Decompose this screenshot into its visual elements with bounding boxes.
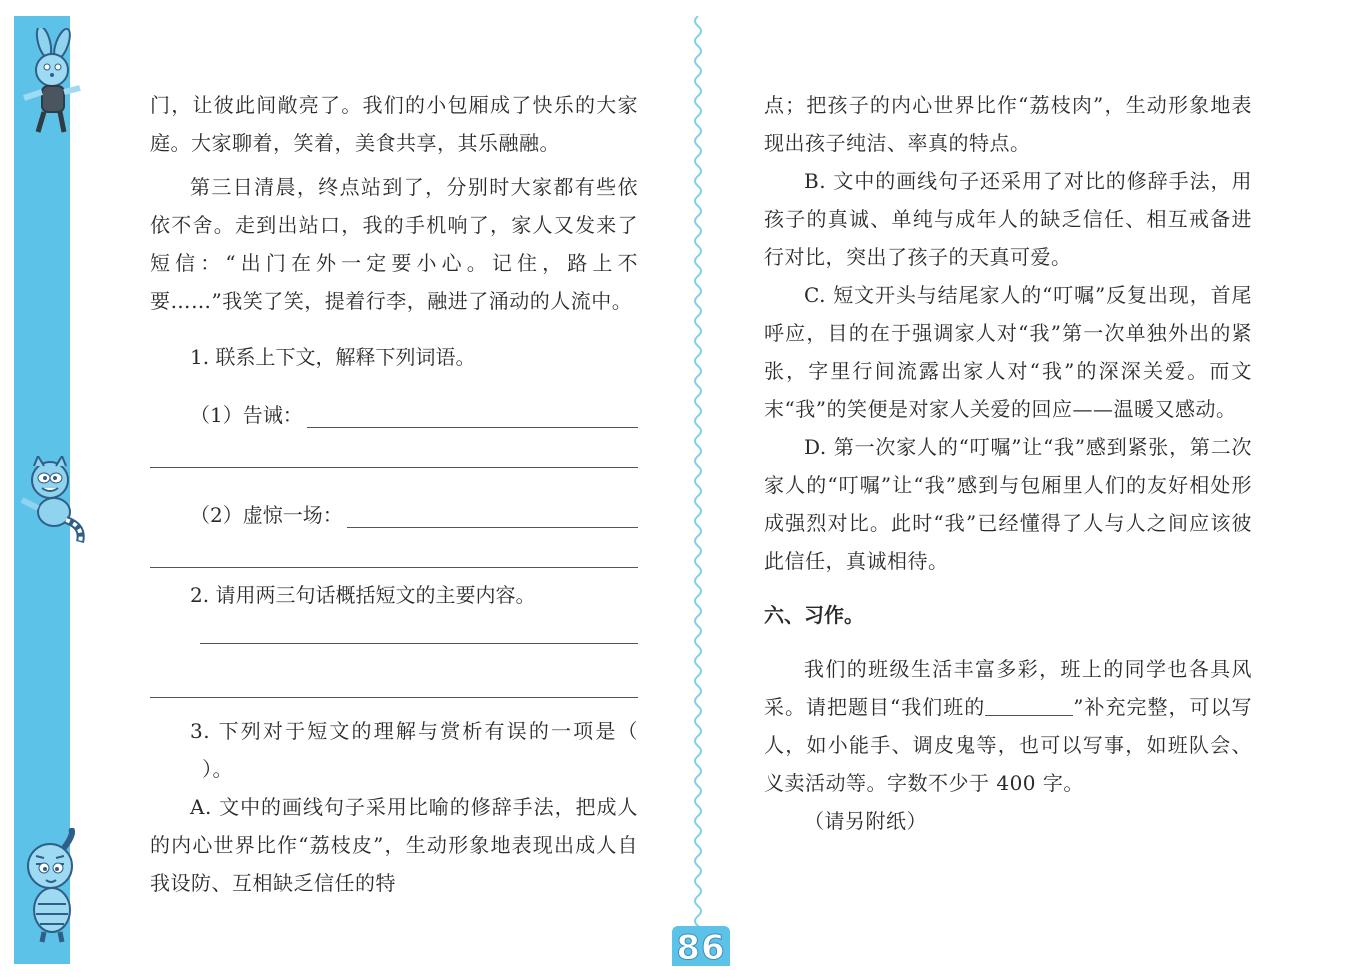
question-1b-label: （2）虚惊一场： [190, 503, 343, 527]
option-b: B. 文中的画线句子还采用了对比的修辞手法，用孩子的真诚、单纯与成年人的缺乏信任、相互戒备进行对比，突出了孩子的天真可爱。 [764, 169, 1252, 269]
page-fold-divider [690, 16, 706, 936]
question-3-text: 3. 下列对于短文的理解与赏析有误的一项是（ [190, 719, 638, 743]
option-a: A. 文中的画线句子采用比喻的修辞手法，把成人的内心世界比作“荔枝皮”，生动形象地表现出成人自我设防、互相缺乏信任的特 [150, 795, 638, 895]
answer-1a-row [150, 390, 638, 428]
story-paragraph-1: 门，让彼此间敞亮了。我们的小包厢成了快乐的大家庭。大家聊着，笑着，美食共享，其乐融融。 [150, 93, 638, 155]
answer-2-line-2[interactable] [150, 696, 638, 698]
rabbit-mascot-icon [14, 28, 90, 140]
left-page [150, 86, 638, 902]
essay-prompt [764, 650, 1252, 802]
story-paragraph-2: 第三日清晨，终点站到了，分别时大家都有些依依不舍。走到出站口，我的手机响了，家人又发来了短信：“出门在外一定要小心。记住，路上不要……”我笑了笑，提着行李，融进了涌动的人流中。 [150, 175, 638, 313]
answer-1b-row [150, 490, 638, 528]
right-page [764, 86, 1252, 840]
answer-2-line-1[interactable] [200, 642, 638, 644]
essay-note: （请另附纸） [804, 809, 927, 833]
raccoon-mascot-icon [14, 456, 94, 548]
option-c: C. 短文开头与结尾家人的“叮嘱”反复出现，首尾呼应，目的在于强调家人对“我”第一次单独外出的紧张，字里行间流露出家人对“我”的深深关爱。而文末“我”的笑便是对家人关爱的回应——温暖又感动。 [764, 283, 1252, 421]
answer-1b-line[interactable] [347, 501, 638, 528]
question-2: 2. 请用两三句话概括短文的主要内容。 [190, 583, 536, 607]
question-1: 1. 联系上下文，解释下列词语。 [190, 345, 476, 369]
essay-prompt-text: 我们的班级生活丰富多彩，班上的同学也各具风采。请把题目“我们班的 [764, 657, 1252, 719]
option-d: D. 第一次家人的“叮嘱”让“我”感到紧张，第二次家人的“叮嘱”让“我”感到与包厢里人们的友好相处形成强烈对比。此时“我”已经懂得了人与人之间应该彼此信任，真诚相待。 [764, 435, 1252, 573]
option-a-continued: 点；把孩子的内心世界比作“荔枝肉”，生动形象地表现出孩子纯洁、率真的特点。 [764, 93, 1252, 155]
question-3-end: ）。 [202, 757, 233, 781]
answer-1a-line-2[interactable] [150, 466, 638, 468]
essay-title-blank[interactable] [985, 695, 1073, 716]
question-1a-label: （1）告诫： [190, 403, 303, 427]
answer-1b-line-2[interactable] [150, 566, 638, 568]
page-number: 86 [672, 926, 730, 966]
section-heading: 六、习作。 [764, 603, 864, 627]
tiger-mascot-icon [14, 828, 94, 944]
answer-1a-line[interactable] [307, 401, 638, 428]
essay-prompt-text-2: ”补充完整，可以写人，如小能手、调皮鬼等，也可以写事，如班队会、义卖活动等。字数不少于 400 字。 [764, 695, 1252, 795]
question-3 [150, 712, 638, 788]
